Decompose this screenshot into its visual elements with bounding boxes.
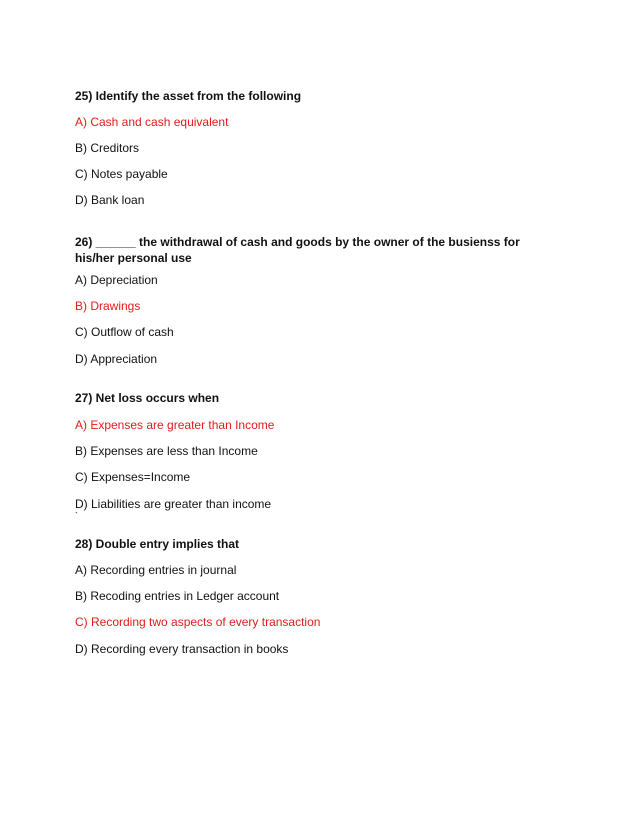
question-25-option-a: A) Cash and cash equivalent — [75, 115, 229, 129]
question-27-option-c: C) Expenses=Income — [75, 470, 191, 484]
question-28-option-a: A) Recording entries in journal — [75, 563, 237, 577]
question-25-option-b: B) Creditors — [75, 141, 140, 155]
question-26-title: 26) ______ the withdrawal of cash and goods by the owner of the busienss for his/her personal use — [75, 235, 520, 265]
question-26-option-d: D) Appreciation — [75, 352, 158, 366]
question-27-title: 27) Net loss occurs when — [75, 391, 220, 405]
question-28-option-c: C) Recording two aspects of every transaction — [75, 615, 321, 629]
stray-backtick-mark: ` — [75, 511, 78, 521]
question-28-option-b: B) Recoding entries in Ledger account — [75, 589, 280, 603]
question-25-option-c: C) Notes payable — [75, 167, 168, 181]
question-28-option-d: D) Recording every transaction in books — [75, 642, 289, 656]
question-27-option-b: B) Expenses are less than Income — [75, 444, 258, 458]
question-28-title: 28) Double entry implies that — [75, 537, 240, 551]
question-26-option-b: B) Drawings — [75, 299, 141, 313]
question-25-title: 25) Identify the asset from the following — [75, 89, 302, 103]
question-25-option-d: D) Bank loan — [75, 193, 145, 207]
question-26-option-a: A) Depreciation — [75, 273, 158, 287]
question-27-option-d: D) Liabilities are greater than income — [75, 497, 272, 511]
question-26-option-c: C) Outflow of cash — [75, 325, 174, 339]
question-27-option-a: A) Expenses are greater than Income — [75, 418, 275, 432]
